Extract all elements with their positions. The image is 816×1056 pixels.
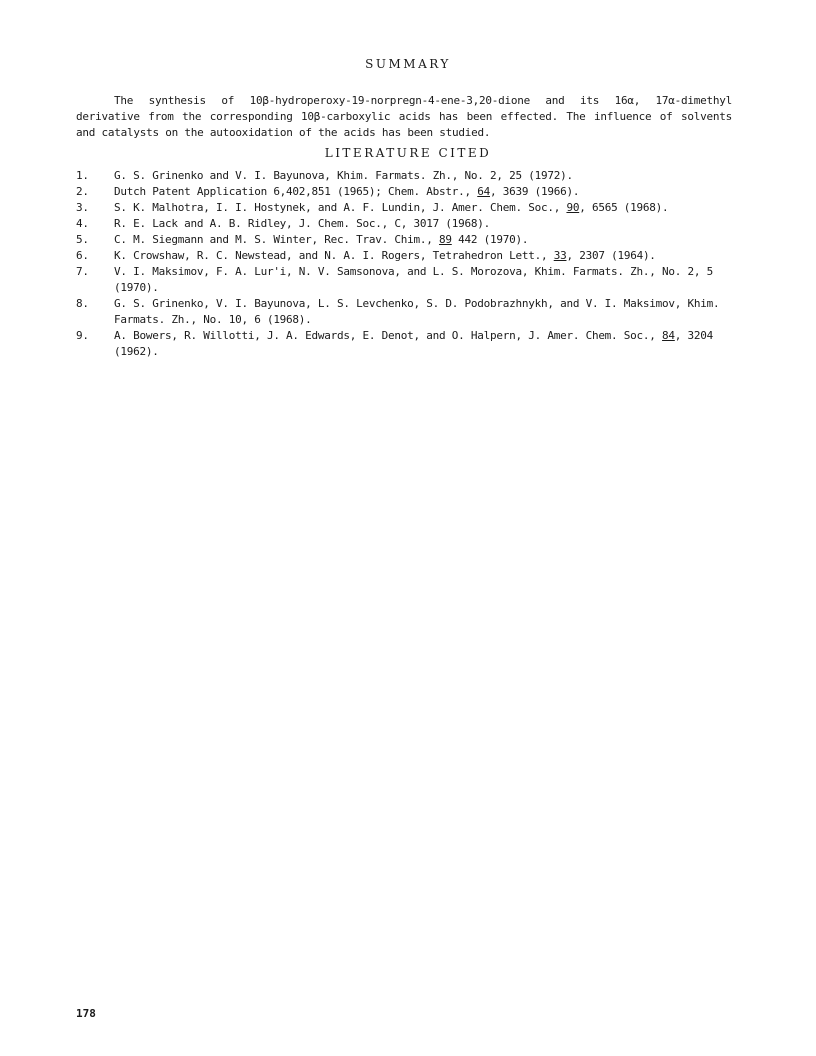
reference-item [76, 296, 736, 328]
reference-text: V. I. Maksimov, F. A. Lur'i, N. V. Samsonova, and L. S. Morozova, Khim. Farmats. Zh., No. 2, 5 (1970). [114, 265, 714, 294]
reference-number: 1. [76, 169, 89, 182]
reference-item [76, 200, 736, 216]
summary-text: The synthesis of 10β-hydroperoxy-19-norpregn-4-ene-3,20-dione and its 16α, 17α-dimethyl derivative from the corresponding 10β-carboxylic acids has been effected. The influence of solvents and catalysts on the autooxidation of the acids has been studied. [76, 94, 732, 139]
reference-item [76, 232, 736, 248]
reference-number: 9. [76, 329, 89, 342]
reference-item [76, 184, 736, 200]
reference-number: 8. [76, 297, 89, 310]
reference-text: G. S. Grinenko, V. I. Bayunova, L. S. Levchenko, S. D. Podobrazhnykh, and V. I. Maksimov, Khim. Farmats. Zh., No. 10, 6 (1968). [114, 297, 720, 326]
reference-text: Dutch Patent Application 6,402,851 (1965); Chem. Abstr., 64, 3639 (1966). [114, 185, 580, 198]
reference-item [76, 328, 736, 360]
reference-text: K. Crowshaw, R. C. Newstead, and N. A. I. Rogers, Tetrahedron Lett., 33, 2307 (1964). [114, 249, 656, 262]
reference-number: 5. [76, 233, 89, 246]
reference-text: S. K. Malhotra, I. I. Hostynek, and A. F. Lundin, J. Amer. Chem. Soc., 90, 6565 (1968). [114, 201, 669, 214]
page-number: 178 [76, 1007, 96, 1020]
reference-item [76, 216, 736, 232]
reference-number: 3. [76, 201, 89, 214]
reference-list [76, 168, 736, 360]
reference-text: A. Bowers, R. Willotti, J. A. Edwards, E. Denot, and O. Halpern, J. Amer. Chem. Soc., 84, 3204 (1962). [114, 329, 714, 358]
reference-text: R. E. Lack and A. B. Ridley, J. Chem. Soc., C, 3017 (1968). [114, 217, 490, 230]
summary-paragraph [76, 93, 732, 141]
reference-number: 4. [76, 217, 89, 230]
reference-item [76, 264, 736, 296]
reference-item [76, 248, 736, 264]
reference-number: 6. [76, 249, 89, 262]
literature-cited-heading: LITERATURE CITED [324, 146, 492, 160]
reference-number: 2. [76, 185, 89, 198]
summary-heading: SUMMARY [365, 57, 451, 71]
reference-text: G. S. Grinenko and V. I. Bayunova, Khim. Farmats. Zh., No. 2, 25 (1972). [114, 169, 573, 182]
reference-text: C. M. Siegmann and M. S. Winter, Rec. Trav. Chim., 89 442 (1970). [114, 233, 529, 246]
reference-item [76, 168, 736, 184]
reference-number: 7. [76, 265, 89, 278]
